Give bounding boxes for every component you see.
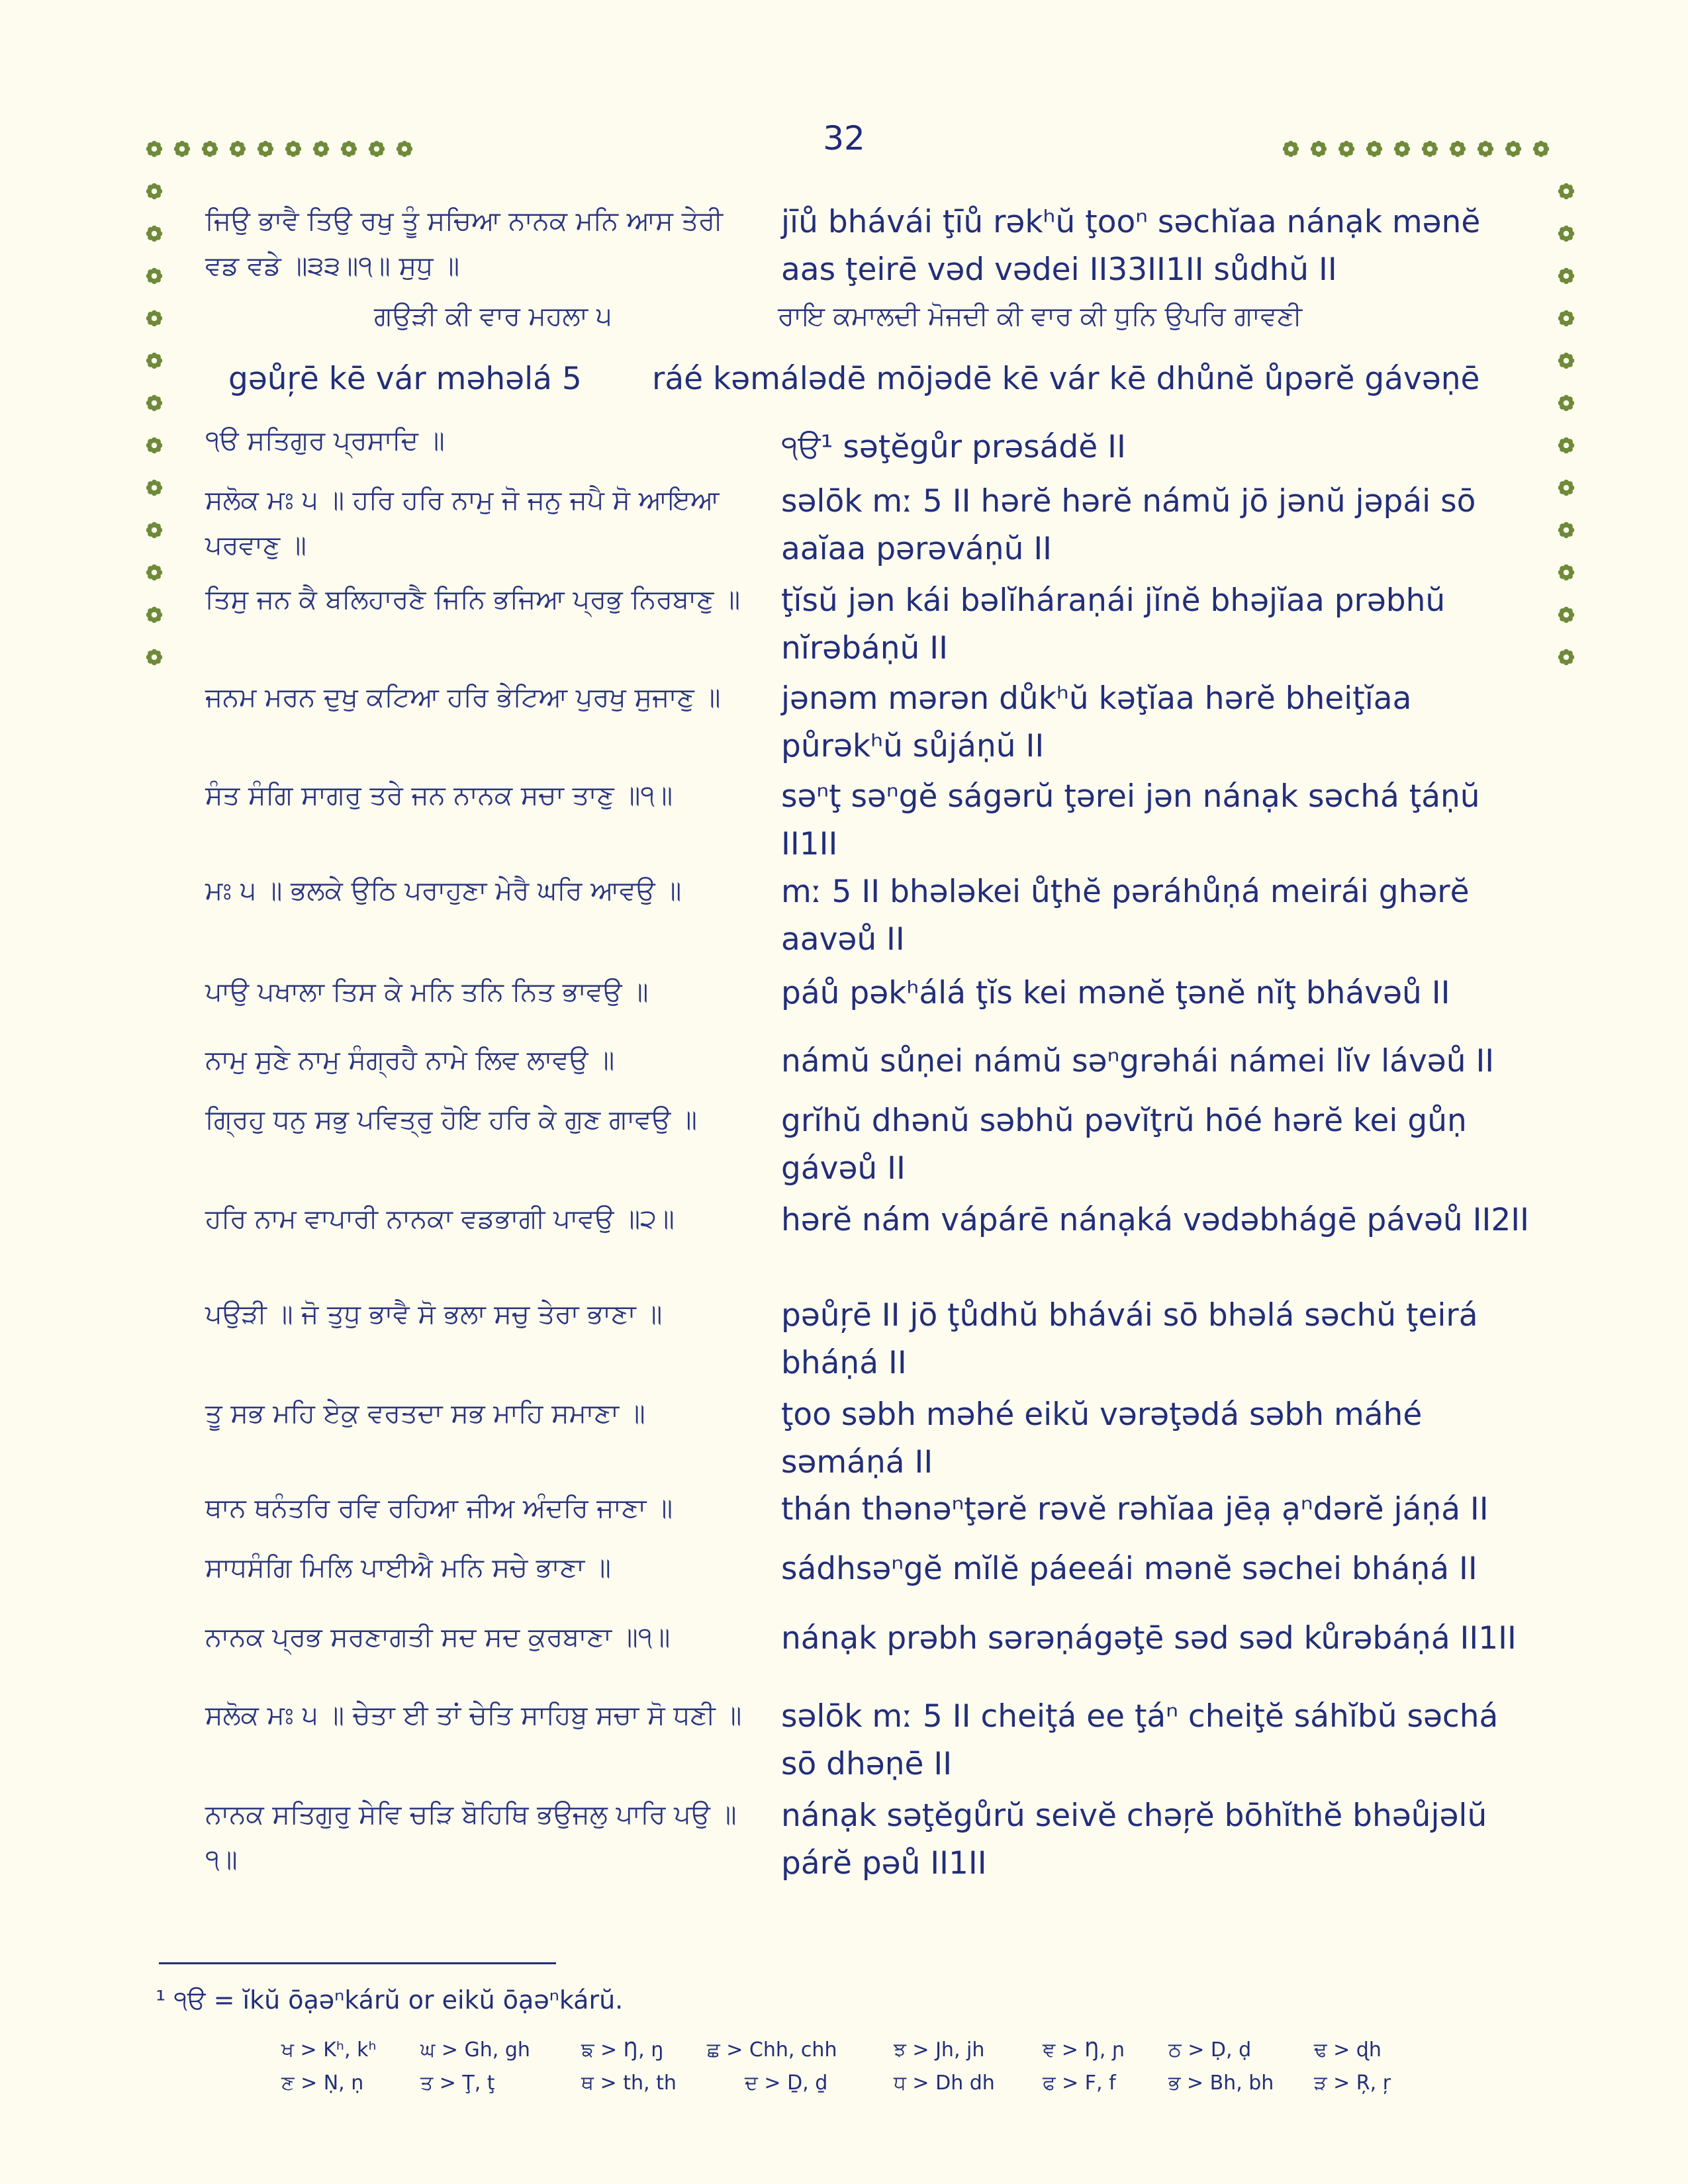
row-15-translit: thán thənəⁿţərĕ rəvĕ rəhĭaa jēạ ạⁿdərĕ jáṇá II bbox=[781, 1491, 1489, 1527]
row-14-translit: ţoo səbh məhé eikŭ vərəţədá səbh máhé səmáṇá II bbox=[781, 1396, 1423, 1480]
flower-icon bbox=[144, 181, 164, 201]
flower-icon bbox=[144, 351, 164, 371]
row-10-translit: námŭ sůṇei námŭ səⁿgrəhái námei lĭv lávəů II bbox=[781, 1043, 1495, 1079]
row-11-punjabi: ਗ੍ਰਿਹੁ ਧਨੁ ਸਭੁ ਪਵਿਤ੍ਰੁ ਹੋਇ ਹਰਿ ਕੇ ਗੁਣ ਗਾਵਉ ॥ bbox=[205, 1105, 697, 1135]
row-1-punjabi: ਜਿਉ ਭਾਵੈ ਤਿਉ ਰਖੁ ਤੂੰ ਸਚਿਆ ਨਾਨਕ ਮਨਿ ਆਸ ਤੇਰੀ ਵਡ ਵਡੇ ॥੩੩॥੧॥ ਸੁਧੁ ॥ bbox=[205, 206, 724, 281]
flower-icon bbox=[339, 139, 359, 159]
heading-punjabi-right: ਰਾਇ ਕਮਾਲਦੀ ਮੋਜਦੀ ਕੀ ਵਾਰ ਕੀ ਧੁਨਿ ਉਪਰਿ ਗਾਵਣੀ bbox=[778, 301, 1303, 332]
footnote: ¹ ੧ੳ = ĭkŭ ōạəⁿkárŭ or eikŭ ōạəⁿkárŭ. bbox=[156, 1985, 624, 2015]
row-19-translit: nánạk səţĕgůrŭ seivĕ chəŗĕ bōhĭthĕ bhəůjəlŭ párĕ pəů II1II bbox=[781, 1797, 1487, 1882]
key-item: ੜ > Ŗ, ŗ bbox=[1314, 2071, 1391, 2095]
row-1-translit: jīů bhávái ţīů rəkʰŭ ţooⁿ səchĭaa nánạk mənĕ aas ţeirē vəd vədei II33II1II sůdhŭ II bbox=[781, 204, 1481, 288]
row-10-punjabi: ਨਾਮੁ ਸੁਣੇ ਨਾਮੁ ਸੰਗ੍ਰਹੈ ਨਾਮੇ ਲਿਵ ਲਾਵਉ ॥ bbox=[205, 1045, 615, 1075]
row-12-punjabi: ਹਰਿ ਨਾਮ ਵਾਪਾਰੀ ਨਾਨਕਾ ਵਡਭਾਗੀ ਪਾਵਉ ॥੨॥ bbox=[205, 1204, 675, 1234]
flower-icon bbox=[1556, 308, 1576, 328]
flower-icon bbox=[1556, 478, 1576, 498]
flower-icon bbox=[144, 478, 164, 498]
key-item: ਥ > th, th bbox=[581, 2071, 677, 2095]
heading-translit-left: gəůŗē kē vár məhəlá 5 bbox=[228, 361, 582, 397]
flower-icon bbox=[283, 139, 303, 159]
row-12-translit: hərĕ nám vápárē nánạká vədəbhágē pávəů II2II bbox=[781, 1202, 1529, 1238]
flower-icon bbox=[1556, 351, 1576, 371]
row-15-punjabi: ਥਾਨ ਥਨੰਤਰਿ ਰਵਿ ਰਹਿਆ ਜੀਅ ਅੰਦਰਿ ਜਾਣਾ ॥ bbox=[205, 1493, 673, 1524]
flower-icon bbox=[144, 393, 164, 413]
flower-icon bbox=[1448, 139, 1468, 159]
key-item: ਝ > Jh, jh bbox=[894, 2038, 985, 2062]
row-3-translit: ੧ੳ¹ səţĕgůr prəsádĕ II bbox=[781, 429, 1126, 465]
row-17-punjabi: ਨਾਨਕ ਪ੍ਰਭ ਸਰਣਾਗਤੀ ਸਦ ਸਦ ਕੁਰਬਾਣਾ ॥੧॥ bbox=[205, 1622, 671, 1653]
row-6-punjabi: ਜਨਮ ਮਰਨ ਦੁਖੁ ਕਟਿਆ ਹਰਿ ਭੇਟਿਆ ਪੁਰਖੁ ਸੁਜਾਣੁ ॥ bbox=[205, 682, 721, 713]
flower-icon bbox=[1556, 224, 1576, 244]
key-item: ਫ > F, f bbox=[1043, 2071, 1116, 2095]
flower-icon bbox=[1556, 266, 1576, 286]
flower-icon bbox=[144, 139, 164, 159]
flower-icon bbox=[1556, 520, 1576, 540]
key-item: ਦ > Ḏ, ḏ bbox=[745, 2071, 828, 2095]
heading-translit-right: ráé kəmálədē mōjədē kē vár kē dhůnĕ ůpərĕ gávəṇē bbox=[652, 361, 1480, 397]
row-3-punjabi: ੧ੳ ਸਤਿਗੁਰ ਪ੍ਰਸਾਦਿ ॥ bbox=[205, 426, 445, 456]
row-18-punjabi: ਸਲੋਕ ਮਃ ੫ ॥ ਚੇਤਾ ਈ ਤਾਂ ਚੇਤਿ ਸਾਹਿਬੁ ਸਚਾ ਸੋ ਧਣੀ ॥ bbox=[205, 1700, 742, 1731]
row-16-translit: sádhsəⁿgĕ mĭlĕ páeeái mənĕ səchei bháṇá II bbox=[781, 1551, 1477, 1587]
flower-icon bbox=[1309, 139, 1329, 159]
flower-icon bbox=[395, 139, 414, 159]
flower-icon bbox=[144, 224, 164, 244]
row-18-translit: səlōk mː 5 II cheiţá ee ţáⁿ cheiţĕ sáhĭbŭ səchá sō dhəṇē II bbox=[781, 1698, 1499, 1782]
row-9-punjabi: ਪਾਉ ਪਖਾਲਾ ਤਿਸ ਕੇ ਮਨਿ ਤਨਿ ਨਿਤ ਭਾਵਉ ॥ bbox=[205, 977, 649, 1007]
flower-icon bbox=[1556, 647, 1576, 667]
flower-icon bbox=[200, 139, 220, 159]
flower-icon bbox=[144, 308, 164, 328]
flower-icon bbox=[1556, 181, 1576, 201]
flower-icon bbox=[1392, 139, 1412, 159]
flower-icon bbox=[1476, 139, 1495, 159]
row-13-punjabi: ਪਉੜੀ ॥ ਜੋ ਤੁਧੁ ਭਾਵੈ ਸੋ ਭਲਾ ਸਚੁ ਤੇਰਾ ਭਾਣਾ ॥ bbox=[205, 1299, 663, 1330]
key-item: ਭ > Bh, bh bbox=[1168, 2071, 1274, 2095]
flower-icon bbox=[228, 139, 248, 159]
flower-icon bbox=[1281, 139, 1301, 159]
row-9-translit: páů pəkʰálá ţĭs kei mənĕ ţənĕ nĭţ bhávəů II bbox=[781, 975, 1450, 1011]
key-item: ਞ > Ŋ, ɲ bbox=[1043, 2038, 1125, 2062]
flower-icon bbox=[1556, 605, 1576, 625]
row-13-translit: pəůŗē II jō ţůdhŭ bhávái sō bhəlá səchŭ ţeirá bháṇá II bbox=[781, 1297, 1478, 1381]
key-item: ਘ > Gh, gh bbox=[420, 2038, 530, 2062]
flower-icon bbox=[1420, 139, 1440, 159]
row-8-translit: mː 5 II bhəlәkei ůţhĕ pəráhůṇá meirái ghərĕ aavəů II bbox=[781, 874, 1470, 958]
key-item: ਤ > Ţ, ţ bbox=[420, 2071, 495, 2095]
row-5-punjabi: ਤਿਸੁ ਜਨ ਕੈ ਬਲਿਹਾਰਣੈ ਜਿਨਿ ਭਜਿਆ ਪ੍ਰਭੁ ਨਿਰਬਾਣੁ ॥ bbox=[205, 584, 741, 615]
row-4-translit: səlōk mː 5 II hərĕ hərĕ námŭ jō jənŭ jəpái sō aaĭaa pərəváṇŭ II bbox=[781, 483, 1476, 567]
key-item: ਖ > Kʰ, kʰ bbox=[281, 2038, 377, 2062]
row-8-punjabi: ਮਃ ੫ ॥ ਭਲਕੇ ਉਠਿ ਪਰਾਹੁਣਾ ਮੇਰੈ ਘਰਿ ਆਵਉ ॥ bbox=[205, 876, 682, 906]
flower-icon bbox=[1503, 139, 1523, 159]
row-4-punjabi: ਸਲੋਕ ਮਃ ੫ ॥ ਹਰਿ ਹਰਿ ਨਾਮੁ ਜੋ ਜਨੁ ਜਪੈ ਸੋ ਆਇਆ ਪਰਵਾਣੁ ॥ bbox=[205, 485, 720, 561]
flower-icon bbox=[144, 647, 164, 667]
footnote-rule bbox=[159, 1962, 556, 1964]
flower-icon bbox=[1336, 139, 1356, 159]
key-item: ਢ > ɖh bbox=[1314, 2038, 1382, 2062]
key-item: ਠ > Ḍ, ḍ bbox=[1168, 2038, 1252, 2062]
flower-icon bbox=[144, 435, 164, 455]
flower-icon bbox=[144, 266, 164, 286]
flower-icon bbox=[144, 563, 164, 582]
row-16-punjabi: ਸਾਧਸੰਗਿ ਮਿਲਿ ਪਾਈਐ ਮਨਿ ਸਚੇ ਭਾਣਾ ॥ bbox=[205, 1553, 611, 1583]
row-6-translit: jənəm mərən důkʰŭ kəţĭaa hərĕ bheiţĭaa půrəkʰŭ sůjáṇŭ II bbox=[781, 680, 1412, 764]
key-item: ਛ > Chh, chh bbox=[707, 2038, 837, 2062]
flower-icon bbox=[144, 605, 164, 625]
flower-icon bbox=[1556, 393, 1576, 413]
flower-icon bbox=[367, 139, 387, 159]
row-7-punjabi: ਸੰਤ ਸੰਗਿ ਸਾਗਰੁ ਤਰੇ ਜਨ ਨਾਨਕ ਸਚਾ ਤਾਣੁ ॥੧॥ bbox=[205, 780, 673, 811]
row-5-translit: ţĭsŭ jən kái bəlĭháraṇái jĭnĕ bhəjĭaa prəbhŭ nĭrəbáṇŭ II bbox=[781, 582, 1446, 666]
flower-icon bbox=[1556, 563, 1576, 582]
flower-icon bbox=[1556, 435, 1576, 455]
flower-icon bbox=[1531, 139, 1551, 159]
row-19-punjabi: ਨਾਨਕ ਸਤਿਗੁਰੁ ਸੇਵਿ ਚੜਿ ਬੋਹਿਥਿ ਭਉਜਲੁ ਪਾਰਿ ਪਉ ॥੧॥ bbox=[205, 1799, 737, 1875]
row-14-punjabi: ਤੂ ਸਭ ਮਹਿ ਏਕੁ ਵਰਤਦਾ ਸਭ ਮਾਹਿ ਸਮਾਣਾ ॥ bbox=[205, 1398, 645, 1429]
flower-icon bbox=[311, 139, 331, 159]
row-17-translit: nánạk prəbh sərəṇágəţē səd səd kůrəbáṇá II1II bbox=[781, 1620, 1517, 1657]
key-item: ਣ > Ṇ, ṇ bbox=[281, 2071, 364, 2095]
flower-icon bbox=[256, 139, 275, 159]
flower-icon bbox=[172, 139, 192, 159]
key-item: ਧ > Dh dh bbox=[894, 2071, 995, 2095]
row-7-translit: səⁿţ səⁿgĕ ságərŭ ţərei jən nánạk səchá ţáṇŭ II1II bbox=[781, 778, 1480, 862]
key-item: ਙ > Ŋ, ŋ bbox=[581, 2038, 664, 2062]
flower-icon bbox=[144, 520, 164, 540]
row-11-translit: grĭhŭ dhənŭ səbhŭ pəvĭţrŭ hōé hərĕ kei gůṇ gávəů II bbox=[781, 1103, 1467, 1187]
heading-punjabi-left: ਗਉੜੀ ਕੀ ਵਾਰ ਮਹਲਾ ੫ bbox=[374, 301, 612, 332]
flower-icon bbox=[1364, 139, 1384, 159]
page-number: 32 bbox=[823, 119, 865, 158]
